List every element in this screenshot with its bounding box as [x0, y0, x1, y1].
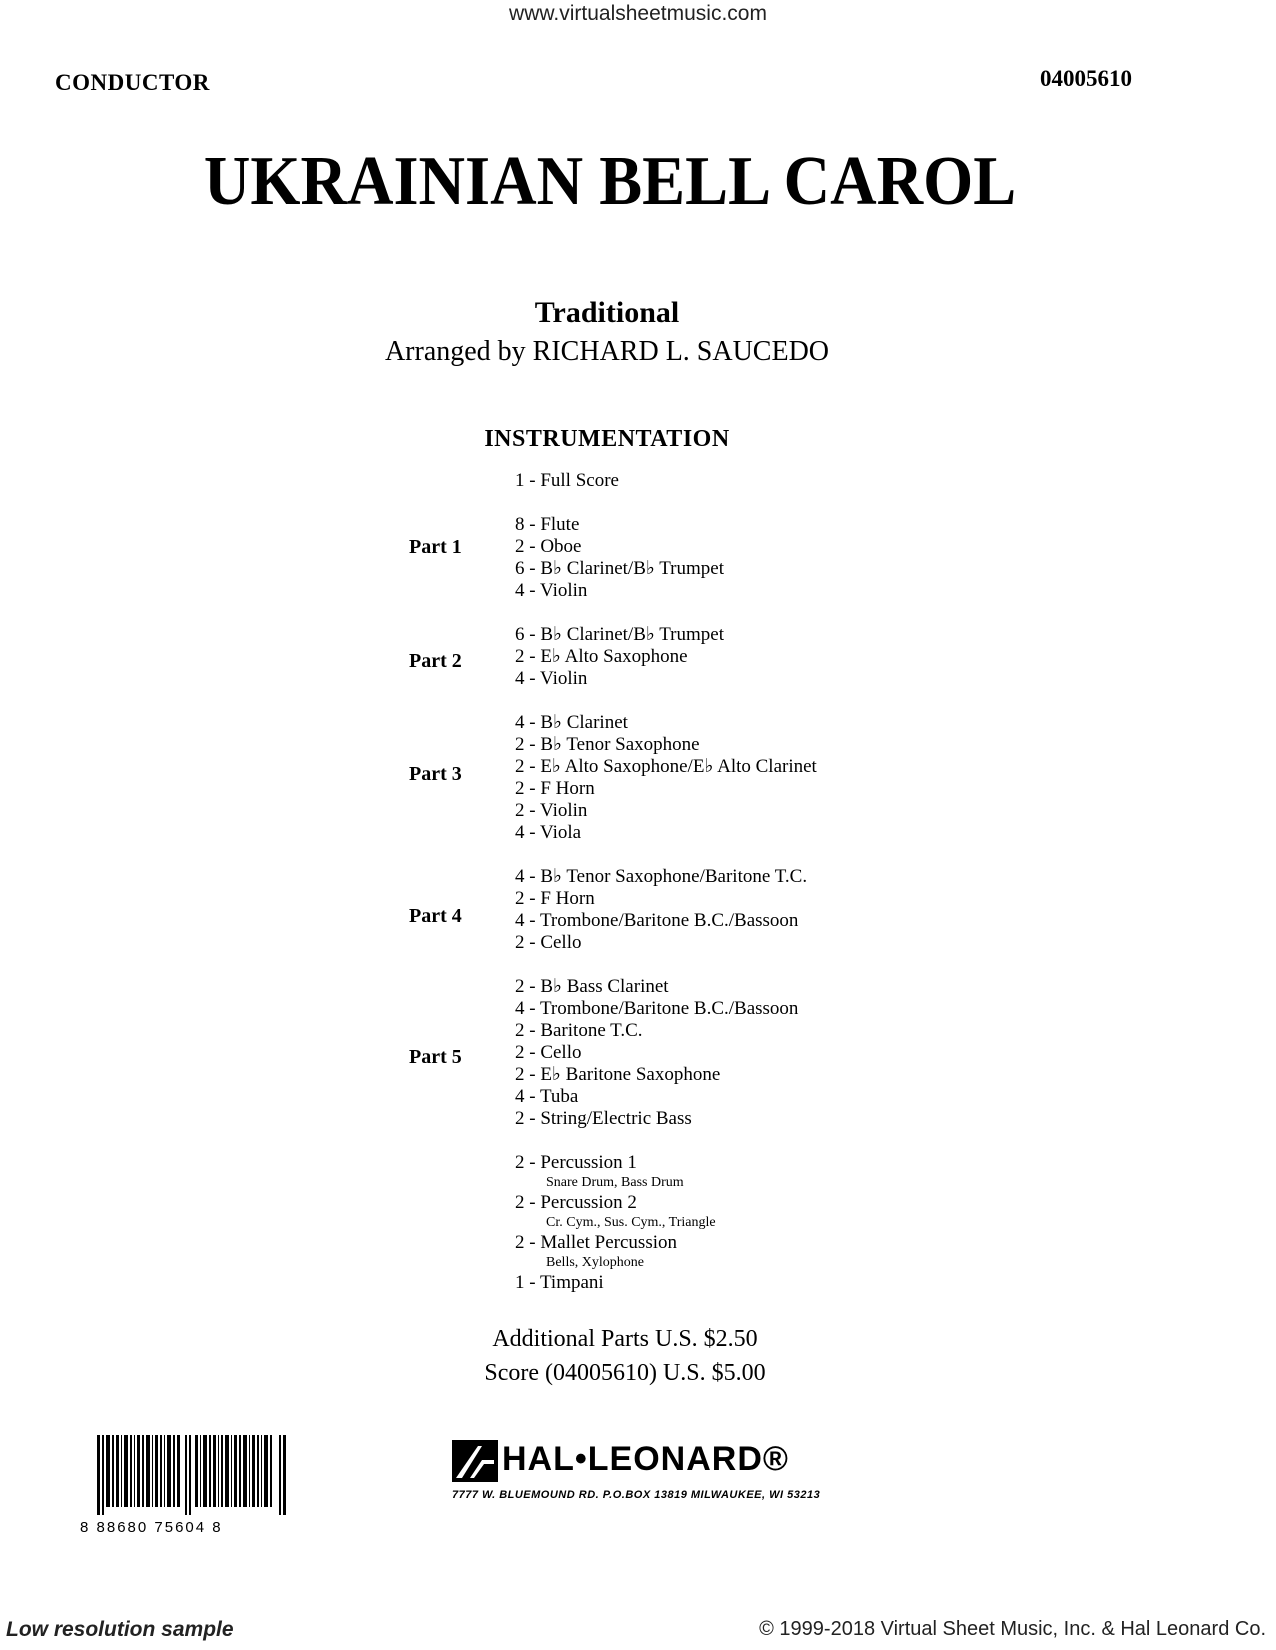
list-item: 2 - F Horn — [515, 888, 595, 909]
list-item: 4 - B♭ Tenor Saxophone/Baritone T.C. — [515, 866, 808, 887]
list-item: 1 - Full Score — [515, 470, 619, 491]
list-item: 2 - Baritone T.C. — [515, 1020, 643, 1041]
publisher-address: 7777 W. BLUEMOUND RD. P.O.BOX 13819 MILWAUKEE, WI 53213 — [452, 1489, 821, 1501]
list-subitem: Bells, Xylophone — [546, 1255, 644, 1270]
list-item: 2 - E♭ Alto Saxophone — [515, 646, 688, 667]
part-2-label: Part 2 — [409, 650, 462, 672]
list-item: 4 - Violin — [515, 668, 588, 689]
barcode-icon — [97, 1435, 287, 1515]
page-title: UKRAINIAN BELL CAROL — [203, 143, 1017, 220]
conductor-label: CONDUCTOR — [55, 70, 210, 95]
publisher-name: HAL•LEONARD® — [502, 1440, 789, 1478]
part-3-label: Part 3 — [409, 763, 462, 785]
list-item: 2 - F Horn — [515, 778, 595, 799]
part-5-label: Part 5 — [409, 1046, 462, 1068]
site-url: www.virtualsheetmusic.com — [509, 2, 767, 25]
list-item: 2 - Oboe — [515, 536, 582, 557]
list-item: 1 - Timpani — [515, 1272, 604, 1293]
list-item: 4 - B♭ Clarinet — [515, 712, 628, 733]
list-item: 2 - Cello — [515, 932, 582, 953]
low-resolution-notice: Low resolution sample — [6, 1618, 234, 1641]
list-item: 8 - Flute — [515, 514, 580, 535]
list-item: 2 - E♭ Baritone Saxophone — [515, 1064, 721, 1085]
score-price: Score (04005610) U.S. $5.00 — [484, 1360, 766, 1386]
list-item: 2 - Violin — [515, 800, 588, 821]
instrumentation-heading: INSTRUMENTATION — [484, 426, 730, 452]
catalog-number: 04005610 — [1040, 66, 1132, 91]
arranger: Arranged by RICHARD L. SAUCEDO — [384, 336, 830, 367]
list-item: 2 - E♭ Alto Saxophone/E♭ Alto Clarinet — [515, 756, 817, 777]
barcode-digits: 8 88680 75604 8 — [80, 1519, 223, 1536]
list-subitem: Snare Drum, Bass Drum — [546, 1175, 684, 1190]
list-item: 2 - B♭ Bass Clarinet — [515, 976, 669, 997]
list-subitem: Cr. Cym., Sus. Cym., Triangle — [546, 1215, 716, 1230]
copyright-notice: © 1999-2018 Virtual Sheet Music, Inc. & Hal Leonard Co. — [759, 1618, 1266, 1640]
list-item: 4 - Violin — [515, 580, 588, 601]
composer: Traditional — [534, 296, 680, 329]
list-item: 2 - Percussion 2 — [515, 1192, 637, 1213]
part-1-label: Part 1 — [409, 536, 462, 558]
additional-parts-price: Additional Parts U.S. $2.50 — [492, 1326, 758, 1352]
list-item: 4 - Tuba — [515, 1086, 579, 1107]
list-item: 2 - Percussion 1 — [515, 1152, 637, 1173]
list-item: 2 - Cello — [515, 1042, 582, 1063]
list-item: 6 - B♭ Clarinet/B♭ Trumpet — [515, 558, 724, 579]
list-item: 6 - B♭ Clarinet/B♭ Trumpet — [515, 624, 724, 645]
list-item: 4 - Trombone/Baritone B.C./Bassoon — [515, 998, 799, 1019]
list-item: 4 - Trombone/Baritone B.C./Bassoon — [515, 910, 799, 931]
list-item: 2 - Mallet Percussion — [515, 1232, 678, 1253]
list-item: 2 - String/Electric Bass — [515, 1108, 692, 1129]
instrument-list — [515, 470, 1115, 1294]
part-4-label: Part 4 — [409, 905, 462, 927]
hal-leonard-logo-icon — [452, 1440, 498, 1482]
list-item: 2 - B♭ Tenor Saxophone — [515, 734, 700, 755]
list-item: 4 - Viola — [515, 822, 582, 843]
